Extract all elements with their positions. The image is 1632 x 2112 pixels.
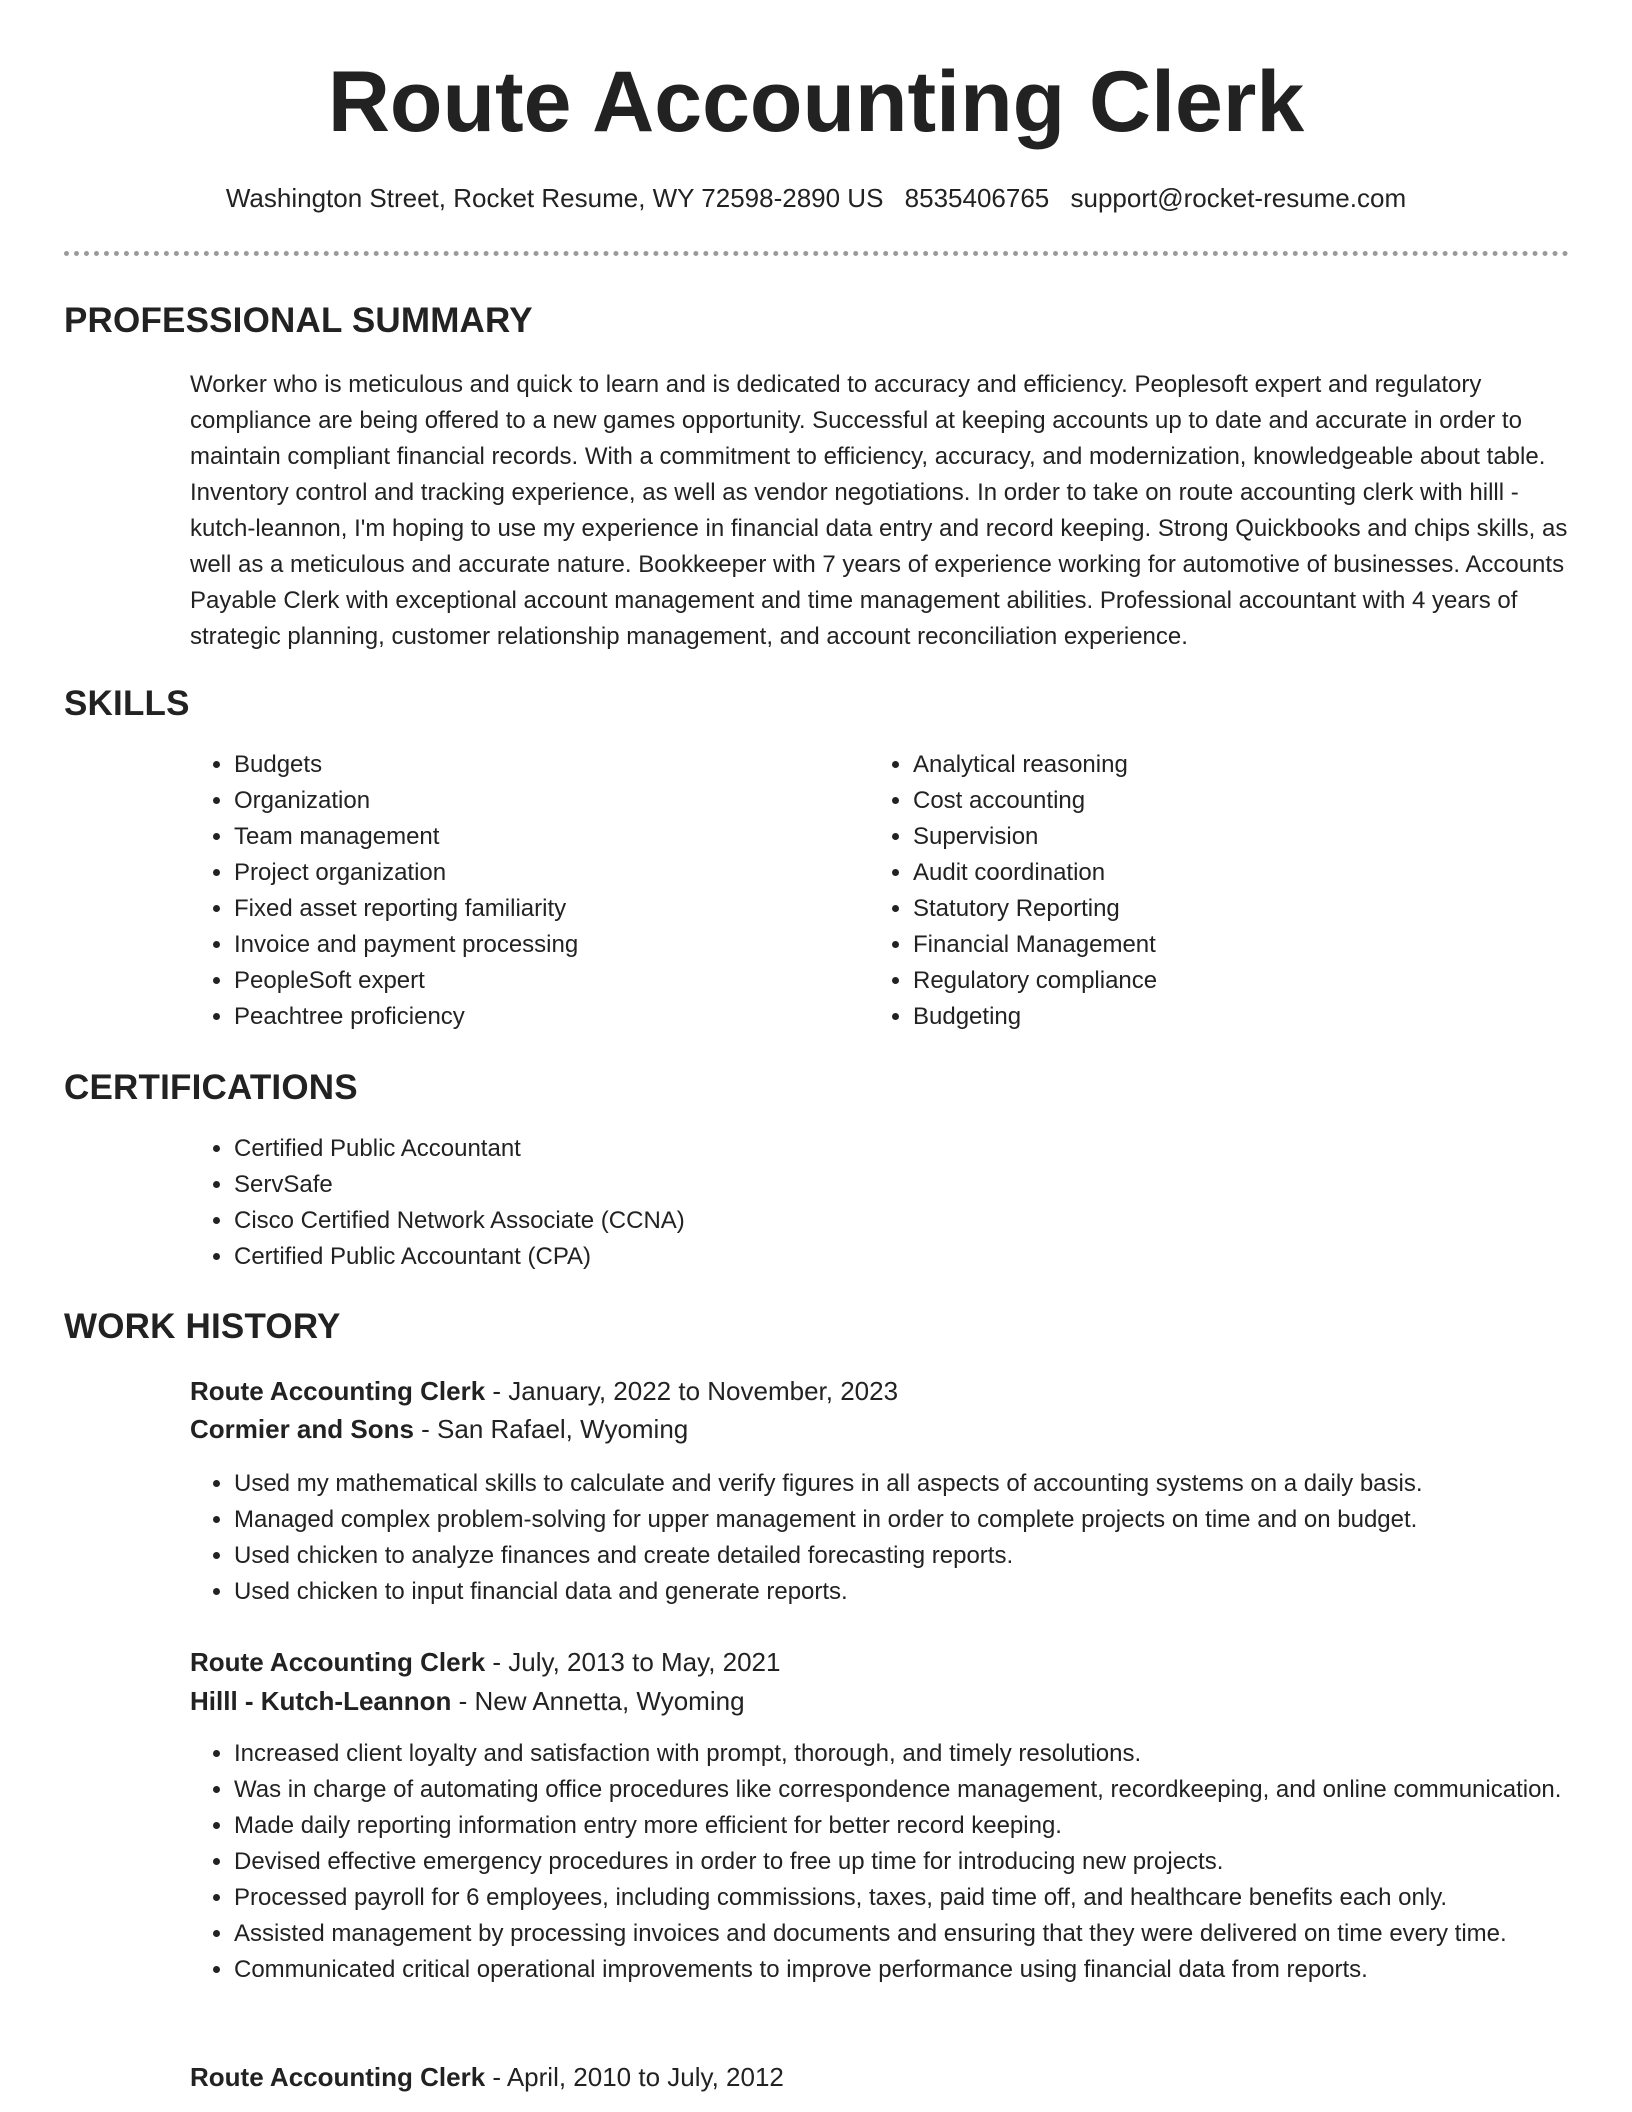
- skill-item: • Analytical reasoning: [913, 747, 1533, 783]
- summary-heading: PROFESSIONAL SUMMARY: [64, 301, 533, 340]
- skill-item: • Statutory Reporting: [913, 891, 1533, 927]
- certification-item: • Certified Public Accountant: [234, 1131, 1534, 1167]
- skills-list-right: [869, 747, 1533, 1035]
- job-title-line: [190, 1644, 780, 1680]
- job-role: Route Accounting Clerk: [190, 2062, 486, 2092]
- job-title-line: [190, 1373, 898, 1409]
- job-bullet: • Assisted management by processing invoices and documents and ensuring that they were delivered on time every time.: [234, 1916, 1614, 1952]
- certifications-list: [190, 1131, 1534, 1275]
- skill-item: • Cost accounting: [913, 783, 1533, 819]
- job-dates: - April, 2010 to July, 2012: [485, 2062, 784, 2092]
- certifications-heading: CERTIFICATIONS: [64, 1068, 358, 1107]
- job-bullet: • Was in charge of automating office procedures like correspondence management, recordkeeping, and online communication.: [234, 1772, 1614, 1808]
- job-company: Hilll - Kutch-Leannon: [190, 1686, 452, 1716]
- skill-item: • PeopleSoft expert: [234, 963, 854, 999]
- job-bullet: • Managed complex problem-solving for upper management in order to complete projects on time and on budget.: [234, 1502, 1614, 1538]
- job-role: Route Accounting Clerk: [190, 1647, 486, 1677]
- resume-name: Route Accounting Clerk: [327, 54, 1305, 150]
- skill-item: • Regulatory compliance: [913, 963, 1533, 999]
- skills-list-left: [190, 747, 854, 1035]
- job-bullets: [190, 1466, 1614, 1610]
- header-divider: [64, 251, 1569, 256]
- job-bullet: • Increased client loyalty and satisfaction with prompt, thorough, and timely resolutions.: [234, 1736, 1614, 1772]
- job-company-line: [190, 1683, 745, 1719]
- summary-text: Worker who is meticulous and quick to learn and is dedicated to accuracy and efficiency. Peoplesoft expert and regulatory compliance are being offered to a new games opportunity. Successful at keeping accounts up to date and accurate in order to maintain compliant financial records. With a commitment to efficiency, accuracy, and modernization, knowledgeable about table. Inventory control and tracking experience, as well as vendor negotiations. In order to take on route accounting clerk with hilll - kutch-leannon, I'm hoping to use my experience in financial data entry and record keeping. Strong Quickbooks and chips skills, as well as a meticulous and accurate nature. Bookkeeper with 7 years of experience working for automotive of businesses. Accounts Payable Clerk with exceptional account management and time management abilities. Professional accountant with 4 years of strategic planning, customer relationship management, and account reconciliation experience.: [190, 371, 1568, 650]
- job-company: Cormier and Sons: [190, 1414, 414, 1444]
- job-bullet: • Used chicken to analyze finances and create detailed forecasting reports.: [234, 1538, 1614, 1574]
- job-bullet: • Used my mathematical skills to calculate and verify figures in all aspects of accounting systems on a daily basis.: [234, 1466, 1614, 1502]
- certification-item: • Certified Public Accountant (CPA): [234, 1239, 1534, 1275]
- job-bullet: • Processed payroll for 6 employees, including commissions, taxes, paid time off, and healthcare benefits each only.: [234, 1880, 1614, 1916]
- contact-phone: 8535406765: [904, 183, 1050, 213]
- job-location: - San Rafael, Wyoming: [413, 1414, 689, 1444]
- contact-email: support@rocket-resume.com: [1070, 183, 1407, 213]
- certification-item: • ServSafe: [234, 1167, 1534, 1203]
- job-role: Route Accounting Clerk: [190, 1376, 486, 1406]
- skill-item: • Peachtree proficiency: [234, 999, 854, 1035]
- work-history-heading: WORK HISTORY: [64, 1307, 341, 1346]
- job-bullet: • Communicated critical operational improvements to improve performance using financial data from reports.: [234, 1952, 1614, 1988]
- skills-heading: SKILLS: [64, 684, 190, 723]
- job-bullet: • Made daily reporting information entry more efficient for better record keeping.: [234, 1808, 1614, 1844]
- skill-item: • Team management: [234, 819, 854, 855]
- skill-item: • Organization: [234, 783, 854, 819]
- contact-line: [0, 181, 1632, 215]
- skill-item: • Project organization: [234, 855, 854, 891]
- contact-address: Washington Street, Rocket Resume, WY 72598-2890 US: [225, 183, 884, 213]
- job-dates: - January, 2022 to November, 2023: [485, 1376, 899, 1406]
- skill-item: • Budgeting: [913, 999, 1533, 1035]
- job-location: - New Annetta, Wyoming: [451, 1686, 745, 1716]
- skill-item: • Budgets: [234, 747, 854, 783]
- skill-item: • Fixed asset reporting familiarity: [234, 891, 854, 927]
- job-bullet: • Devised effective emergency procedures in order to free up time for introducing new projects.: [234, 1844, 1614, 1880]
- certification-item: • Cisco Certified Network Associate (CCNA): [234, 1203, 1534, 1239]
- job-title-line: [190, 2059, 784, 2095]
- job-company-line: [190, 1411, 688, 1447]
- job-dates: - July, 2013 to May, 2021: [485, 1647, 781, 1677]
- job-bullet: • Used chicken to input financial data and generate reports.: [234, 1574, 1614, 1610]
- job-bullets: [190, 1736, 1614, 1988]
- skill-item: • Audit coordination: [913, 855, 1533, 891]
- skill-item: • Financial Management: [913, 927, 1533, 963]
- skill-item: • Invoice and payment processing: [234, 927, 854, 963]
- skill-item: • Supervision: [913, 819, 1533, 855]
